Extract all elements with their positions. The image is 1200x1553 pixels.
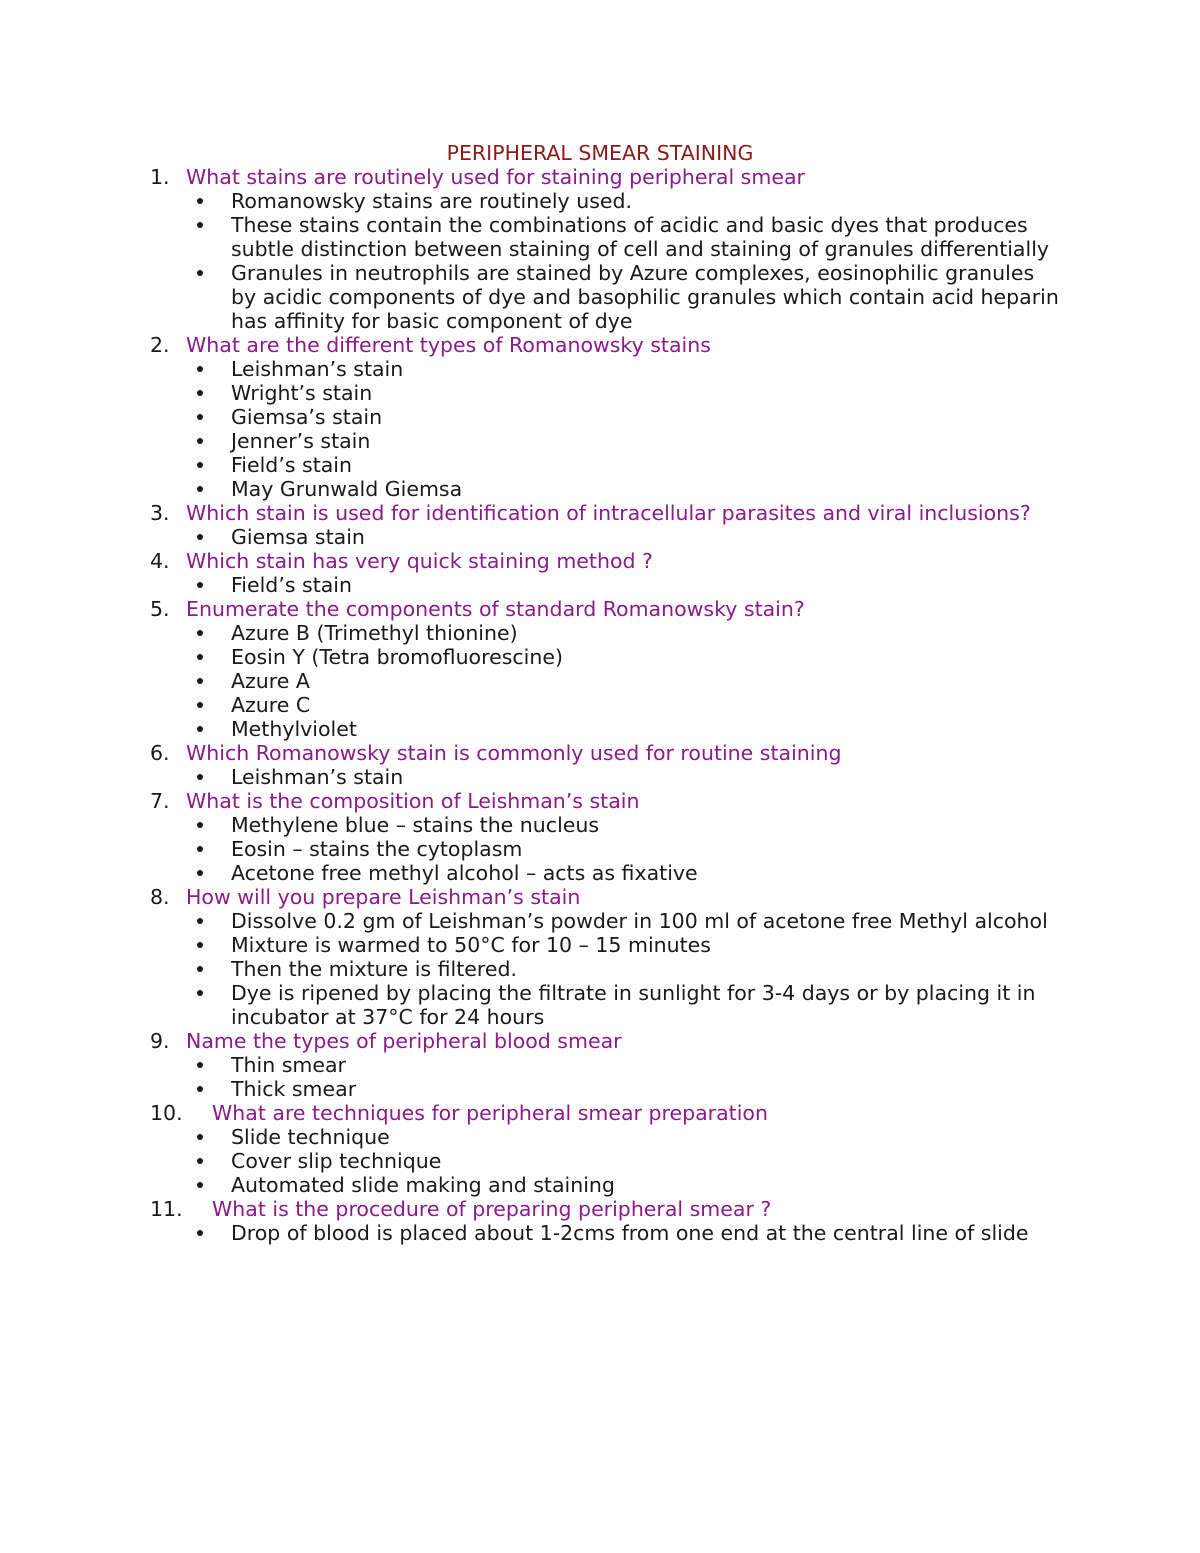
answer-text: Field’s stain [231,453,352,477]
answer-list [0,813,1200,885]
question-item [0,165,1200,333]
question-heading [0,165,1200,189]
question-heading [0,549,1200,573]
answer-text: Thin smear [231,1053,346,1077]
question-number: 10. [150,1101,183,1125]
answer-list [0,909,1200,1029]
answer-list [0,1221,1200,1245]
question-list [0,165,1200,1245]
answer-text: These stains contain the combinations of acidic and basic dyes that produces subtle distinction between staining of cell and staining of granules differentially [231,213,1050,261]
question-number: 3. [150,501,170,525]
question-heading [0,885,1200,909]
question-text: What is the procedure of preparing peripheral smear ? [212,1197,772,1221]
answer-list [0,1053,1200,1101]
answer-text: Automated slide making and staining [231,1173,615,1197]
answer-text: Eosin Y (Tetra bromofluorescine) [231,645,563,669]
answer-item [0,189,1200,213]
bullet-icon [197,942,203,948]
answer-item [0,1149,1200,1173]
bullet-icon [197,414,203,420]
answer-item [0,573,1200,597]
answer-item [0,909,1200,933]
answer-item [0,429,1200,453]
answer-item [0,645,1200,669]
answer-text: Jenner’s stain [231,429,371,453]
question-item [0,789,1200,885]
question-number: 4. [150,549,170,573]
answer-item [0,981,1200,1029]
answer-text: Leishman’s stain [231,765,404,789]
question-text: What are the different types of Romanowsky stains [186,333,711,357]
answer-item [0,477,1200,501]
answer-item [0,933,1200,957]
answer-text: Giemsa stain [231,525,365,549]
bullet-icon [197,990,203,996]
answer-text: Wright’s stain [231,381,373,405]
question-number: 7. [150,789,170,813]
answer-text: Giemsa’s stain [231,405,383,429]
answer-item [0,525,1200,549]
bullet-icon [197,966,203,972]
bullet-icon [197,846,203,852]
bullet-icon [197,462,203,468]
bullet-icon [197,1062,203,1068]
question-text: How will you prepare Leishman’s stain [186,885,581,909]
answer-text: May Grunwald Giemsa [231,477,463,501]
answer-item [0,621,1200,645]
answer-item [0,957,1200,981]
question-heading [0,333,1200,357]
bullet-icon [197,222,203,228]
answer-list [0,765,1200,789]
answer-text: Thick smear [231,1077,357,1101]
bullet-icon [197,1158,203,1164]
question-heading [0,789,1200,813]
question-item [0,1197,1200,1245]
question-number: 2. [150,333,170,357]
question-text: Name the types of peripheral blood smear [186,1029,622,1053]
question-number: 9. [150,1029,170,1053]
bullet-icon [197,678,203,684]
question-text: What are techniques for peripheral smear preparation [212,1101,768,1125]
answer-text: Mixture is warmed to 50°C for 10 – 15 minutes [231,933,711,957]
answer-item [0,1077,1200,1101]
answer-item [0,669,1200,693]
answer-item [0,693,1200,717]
question-text: What stains are routinely used for staining peripheral smear [186,165,805,189]
answer-text: Azure C [231,693,311,717]
answer-item [0,765,1200,789]
answer-list [0,1125,1200,1197]
answer-text: Granules in neutrophils are stained by Azure complexes, eosinophilic granules by acidic components of dye and basophilic granules which contain acid heparin has affinity for basic component of dye [231,261,1059,333]
answer-item [0,717,1200,741]
bullet-icon [197,870,203,876]
answer-item [0,213,1200,261]
question-number: 1. [150,165,170,189]
answer-list [0,357,1200,501]
question-item [0,333,1200,501]
question-heading [0,1101,1200,1125]
answer-item [0,1173,1200,1197]
bullet-icon [197,438,203,444]
bullet-icon [197,630,203,636]
bullet-icon [197,486,203,492]
answer-text: Azure A [231,669,310,693]
question-number: 6. [150,741,170,765]
question-item [0,741,1200,789]
answer-list [0,621,1200,741]
answer-item [0,1125,1200,1149]
question-item [0,1101,1200,1197]
question-text: Which stain has very quick staining method ? [186,549,653,573]
question-text: Enumerate the components of standard Romanowsky stain? [186,597,805,621]
answer-item [0,1221,1200,1245]
question-heading [0,597,1200,621]
bullet-icon [197,774,203,780]
bullet-icon [197,1182,203,1188]
question-heading [0,741,1200,765]
question-text: Which stain is used for identification of intracellular parasites and viral inclusions? [186,501,1031,525]
answer-item [0,1053,1200,1077]
question-number: 11. [150,1197,183,1221]
answer-text: Methylviolet [231,717,357,741]
answer-text: Methylene blue – stains the nucleus [231,813,600,837]
answer-text: Romanowsky stains are routinely used. [231,189,633,213]
bullet-icon [197,702,203,708]
bullet-icon [197,534,203,540]
question-item [0,597,1200,741]
answer-text: Azure B (Trimethyl thionine) [231,621,518,645]
answer-text: Dissolve 0.2 gm of Leishman’s powder in 100 ml of acetone free Methyl alcohol [231,909,1048,933]
question-heading [0,1029,1200,1053]
answer-text: Acetone free methyl alcohol – acts as fixative [231,861,698,885]
question-heading [0,1197,1200,1221]
bullet-icon [197,198,203,204]
bullet-icon [197,366,203,372]
answer-text: Then the mixture is filtered. [231,957,517,981]
bullet-icon [197,582,203,588]
bullet-icon [197,726,203,732]
question-number: 5. [150,597,170,621]
answer-item [0,405,1200,429]
answer-item [0,261,1200,333]
answer-list [0,573,1200,597]
answer-text: Drop of blood is placed about 1-2cms from one end at the central line of slide [231,1221,1029,1245]
question-item [0,501,1200,549]
bullet-icon [197,822,203,828]
question-heading [0,501,1200,525]
answer-text: Slide technique [231,1125,390,1149]
answer-list [0,525,1200,549]
question-number: 8. [150,885,170,909]
answer-item [0,837,1200,861]
question-item [0,549,1200,597]
bullet-icon [197,1086,203,1092]
document-title: PERIPHERAL SMEAR STAINING [446,141,754,165]
answer-item [0,453,1200,477]
bullet-icon [197,1230,203,1236]
bullet-icon [197,390,203,396]
answer-item [0,861,1200,885]
question-item [0,1029,1200,1101]
question-text: What is the composition of Leishman’s stain [186,789,640,813]
answer-item [0,357,1200,381]
bullet-icon [197,270,203,276]
answer-list [0,189,1200,333]
answer-text: Leishman’s stain [231,357,404,381]
answer-item [0,381,1200,405]
bullet-icon [197,918,203,924]
answer-item [0,813,1200,837]
bullet-icon [197,1134,203,1140]
question-item [0,885,1200,1029]
answer-text: Field’s stain [231,573,352,597]
answer-text: Dye is ripened by placing the filtrate in sunlight for 3-4 days or by placing it in incubator at 37°C for 24 hours [231,981,1036,1029]
bullet-icon [197,654,203,660]
answer-text: Cover slip technique [231,1149,442,1173]
answer-text: Eosin – stains the cytoplasm [231,837,523,861]
question-text: Which Romanowsky stain is commonly used for routine staining [186,741,842,765]
